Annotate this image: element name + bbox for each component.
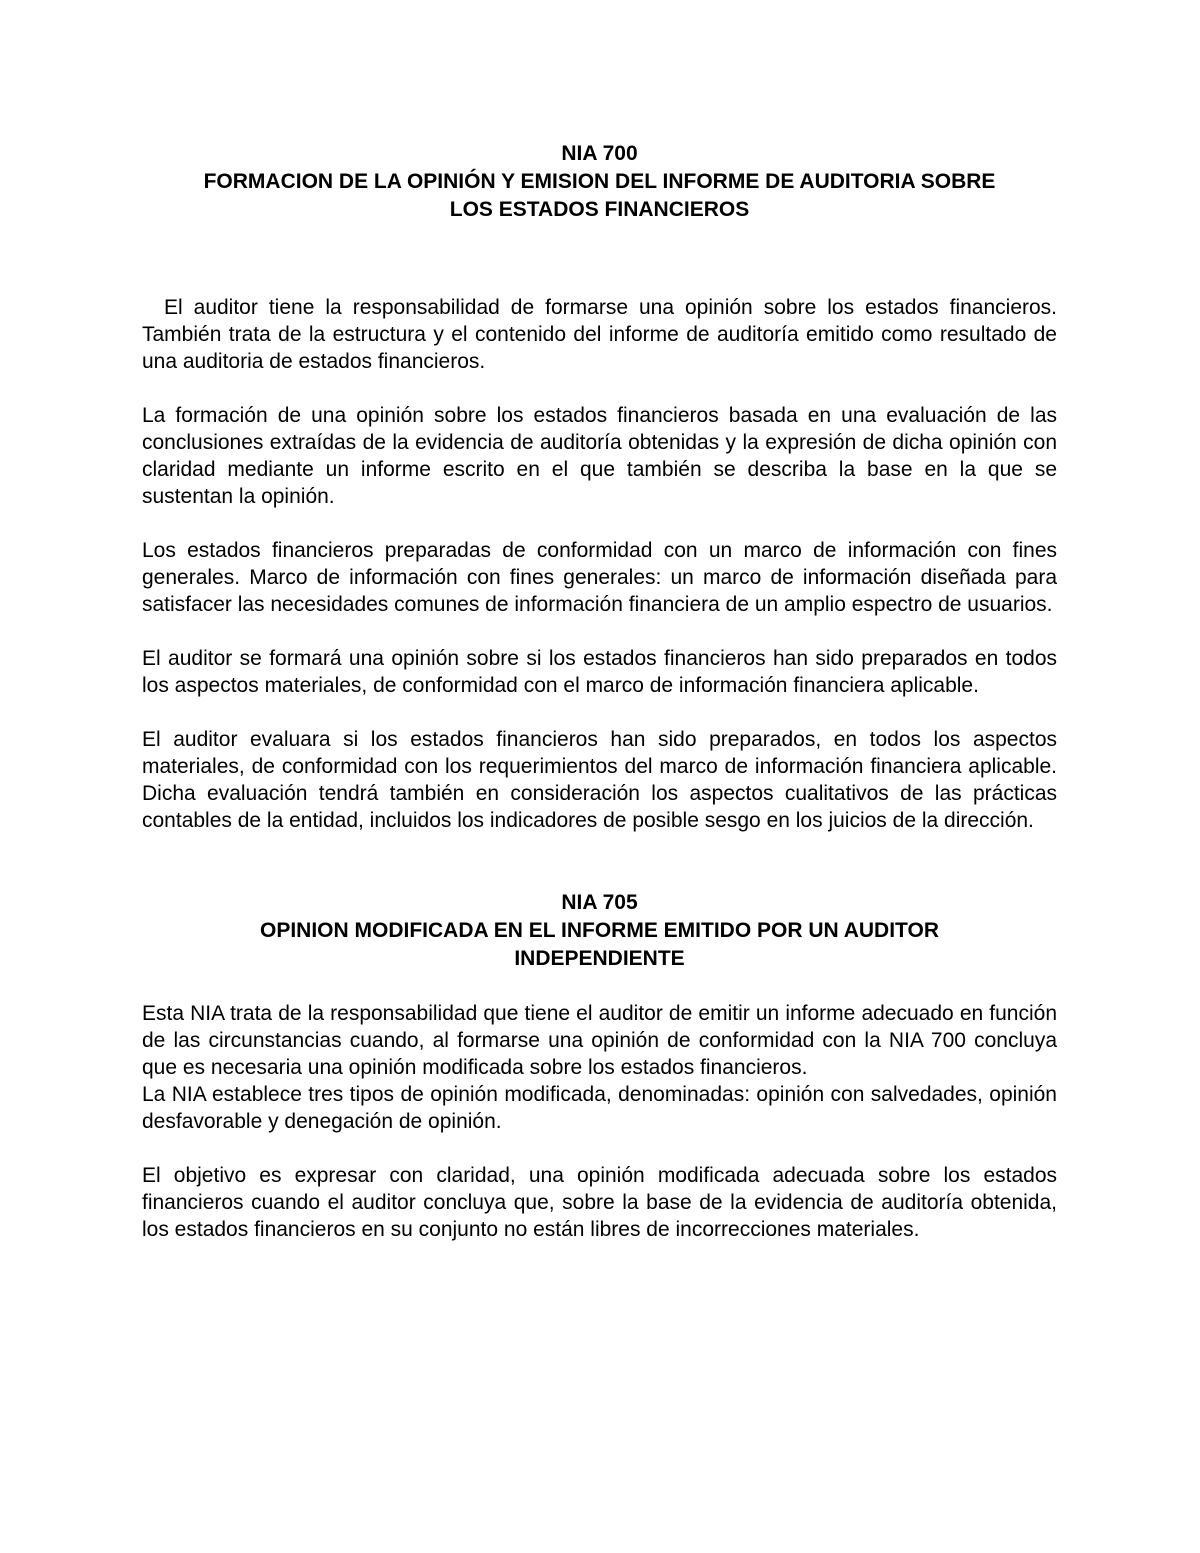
paragraph: El auditor se formará una opinión sobre si los estados financieros han sido preparados en todos los aspectos materiales, de conformidad con el marco de información financiera aplicable.	[142, 647, 1057, 697]
document-page	[142, 140, 1057, 1243]
paragraph: El objetivo es expresar con claridad, una opinión modificada adecuada sobre los estados financieros cuando el auditor concluya que, sobre la base de la evidencia de auditoría obtenida, los estados financieros en su conjunto no están libres de incorrecciones materiales.	[142, 1164, 1057, 1241]
section-title-line-2: LOS ESTADOS FINANCIEROS	[449, 198, 750, 221]
section-code: NIA 705	[561, 891, 638, 914]
section-title-line-2: INDEPENDIENTE	[514, 947, 685, 970]
section-title-line-1: OPINION MODIFICADA EN EL INFORME EMITIDO POR UN AUDITOR	[259, 919, 939, 942]
paragraph: Los estados financieros preparadas de conformidad con un marco de información con fines generales. Marco de información con fines generales: un marco de información diseñada para satisfacer las necesidades comunes de información financiera de un amplio espectro de usuarios.	[142, 539, 1057, 616]
paragraph: La formación de una opinión sobre los estados financieros basada en una evaluación de las conclusiones extraídas de la evidencia de auditoría obtenidas y la expresión de dicha opinión con claridad mediante un informe escrito en el que también se describa la base en la que se sustentan la opinión.	[142, 404, 1057, 508]
section-nia-700-heading	[142, 140, 1057, 224]
paragraph: El auditor evaluara si los estados financieros han sido preparados, en todos los aspectos materiales, de conformidad con los requerimientos del marco de información financiera aplicable. Dicha evaluación tendrá también en consideración los aspectos cualitativos de las prácticas contables de la entidad, incluidos los indicadores de posible sesgo en los juicios de la dirección.	[142, 728, 1057, 832]
section-nia-705-heading	[142, 889, 1057, 973]
paragraph: El auditor tiene la responsabilidad de formarse una opinión sobre los estados financieros. También trata de la estructura y el contenido del informe de auditoría emitido como resultado de una auditoria de estados financieros.	[142, 296, 1058, 373]
paragraph: La NIA establece tres tipos de opinión modificada, denominadas: opinión con salvedades, opinión desfavorable y denegación de opinión.	[142, 1083, 1057, 1133]
paragraph: Esta NIA trata de la responsabilidad que tiene el auditor de emitir un informe adecuado en función de las circunstancias cuando, al formarse una opinión de conformidad con la NIA 700 concluya que es necesaria una opinión modificada sobre los estados financieros.	[142, 1002, 1057, 1079]
section-code: NIA 700	[561, 142, 638, 165]
section-title-line-1: FORMACION DE LA OPINIÓN Y EMISION DEL INFORME DE AUDITORIA SOBRE	[203, 170, 996, 193]
